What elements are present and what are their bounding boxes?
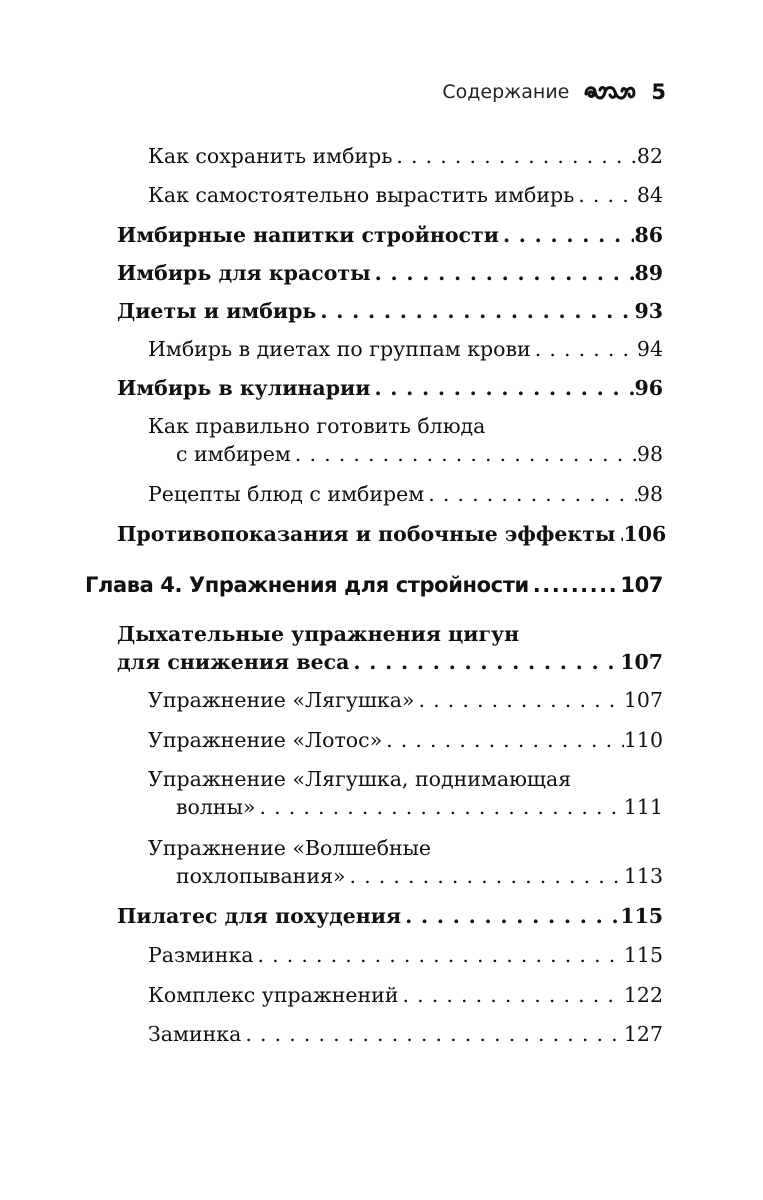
toc-entry-page: 98 — [636, 482, 663, 506]
toc-entry-title: Комплекс упражнений — [148, 983, 399, 1007]
toc-entry-title-line1: Как правильно готовить блюда — [148, 414, 486, 438]
toc-entry-title: с имбирем — [176, 442, 291, 466]
toc-chapter-entry[interactable] — [85, 571, 663, 599]
toc-entry-title: Пилатес для похудения — [117, 904, 402, 928]
toc-chapter-title: Глава 4. Упражнения для стройности — [85, 573, 529, 597]
dot-leader — [529, 571, 621, 599]
toc-entry[interactable] — [148, 181, 663, 209]
dot-leader — [345, 862, 623, 890]
flourish-ornament-icon — [583, 80, 637, 104]
toc-entry[interactable] — [148, 765, 663, 821]
toc-entry[interactable] — [148, 412, 663, 468]
toc-entry-page: 107 — [620, 650, 663, 674]
toc-entry-page: 122 — [623, 983, 663, 1007]
dot-leader — [401, 902, 620, 930]
dot-leader — [241, 1020, 624, 1048]
toc-entry[interactable] — [117, 259, 663, 287]
toc-entry-title: Разминка — [148, 943, 254, 967]
toc-entry-title: Как самостоятельно вырастить имбирь — [148, 183, 575, 207]
toc-entry-page: 115 — [620, 904, 663, 928]
running-header-title: Содержание — [442, 81, 570, 103]
dot-leader — [499, 221, 635, 249]
toc-entry-page: 82 — [636, 144, 663, 168]
running-header — [442, 80, 666, 104]
dot-leader — [424, 480, 637, 508]
dot-leader — [370, 374, 634, 402]
toc-entry-title: Имбирь для красоты — [117, 261, 371, 285]
dot-leader — [574, 181, 637, 209]
toc-entry-page: 86 — [634, 223, 663, 247]
toc-entry[interactable] — [148, 335, 663, 363]
dot-leader — [414, 686, 623, 714]
toc-entry[interactable] — [117, 221, 663, 249]
toc-entry-title-line1: Упражнение «Волшебные — [148, 836, 432, 860]
toc-entry-page: 111 — [623, 795, 663, 819]
toc-entry[interactable] — [148, 981, 663, 1009]
toc-entry-title: Как сохранить имбирь — [148, 144, 393, 168]
toc-entry-page: 107 — [620, 573, 663, 597]
toc-entry-page: 96 — [634, 376, 663, 400]
toc-entry-title: волны» — [176, 795, 256, 819]
toc-entry-page: 110 — [623, 728, 663, 752]
toc-entry[interactable] — [148, 686, 663, 714]
toc-entry-page: 107 — [623, 688, 663, 712]
toc-entry[interactable] — [148, 941, 663, 969]
toc-entry-page: 93 — [634, 299, 663, 323]
toc-entry-title: Имбирь в кулинарии — [117, 376, 371, 400]
toc-entry[interactable] — [117, 520, 667, 548]
toc-entry-page: 84 — [636, 183, 663, 207]
dot-leader — [382, 726, 624, 754]
toc-entry[interactable] — [117, 297, 663, 325]
toc-entry-title: Упражнение «Лягушка» — [148, 688, 415, 712]
toc-entry-title: похлопывания» — [176, 864, 346, 888]
toc-entry-title: Имбирь в диетах по группам крови — [148, 337, 531, 361]
toc-entry-title: Противопоказания и побочные эффекты — [117, 522, 616, 546]
page-number: 5 — [651, 80, 666, 104]
dot-leader — [254, 941, 624, 969]
toc-entry-title: Упражнение «Лотос» — [148, 728, 383, 752]
dot-leader — [255, 793, 623, 821]
toc-entry[interactable] — [148, 834, 663, 890]
dot-leader — [349, 648, 620, 676]
dot-leader — [531, 335, 637, 363]
dot-leader — [316, 297, 634, 325]
toc-entry-title: Диеты и имбирь — [117, 299, 317, 323]
toc-entry-page: 94 — [636, 337, 663, 361]
dot-leader — [291, 440, 637, 468]
toc-entry[interactable] — [117, 902, 663, 930]
dot-leader — [399, 981, 624, 1009]
toc-entry-page: 106 — [623, 522, 667, 546]
toc-entry-page: 127 — [623, 1022, 663, 1046]
toc-entry-title-line1: Дыхательные упражнения цигун — [117, 622, 520, 646]
toc-entry[interactable] — [148, 142, 663, 170]
dot-leader — [615, 520, 623, 548]
toc-entry-page: 115 — [623, 943, 663, 967]
toc-entry-title: для снижения веса — [117, 650, 350, 674]
toc-entry-title: Имбирные напитки стройности — [117, 223, 499, 247]
toc-entry-title: Рецепты блюд с имбирем — [148, 482, 425, 506]
toc-entry[interactable] — [117, 620, 663, 676]
toc-entry-title: Заминка — [148, 1022, 242, 1046]
toc-entry[interactable] — [148, 480, 663, 508]
toc-entry[interactable] — [117, 374, 663, 402]
dot-leader — [371, 259, 635, 287]
toc-entry-title-line1: Упражнение «Лягушка, поднимающая — [148, 767, 572, 791]
toc-entry[interactable] — [148, 1020, 663, 1048]
dot-leader — [392, 142, 637, 170]
toc-entry[interactable] — [148, 726, 663, 754]
toc-entry-page: 89 — [634, 261, 663, 285]
toc-entry-page: 113 — [623, 864, 663, 888]
toc-entry-page: 98 — [636, 442, 663, 466]
